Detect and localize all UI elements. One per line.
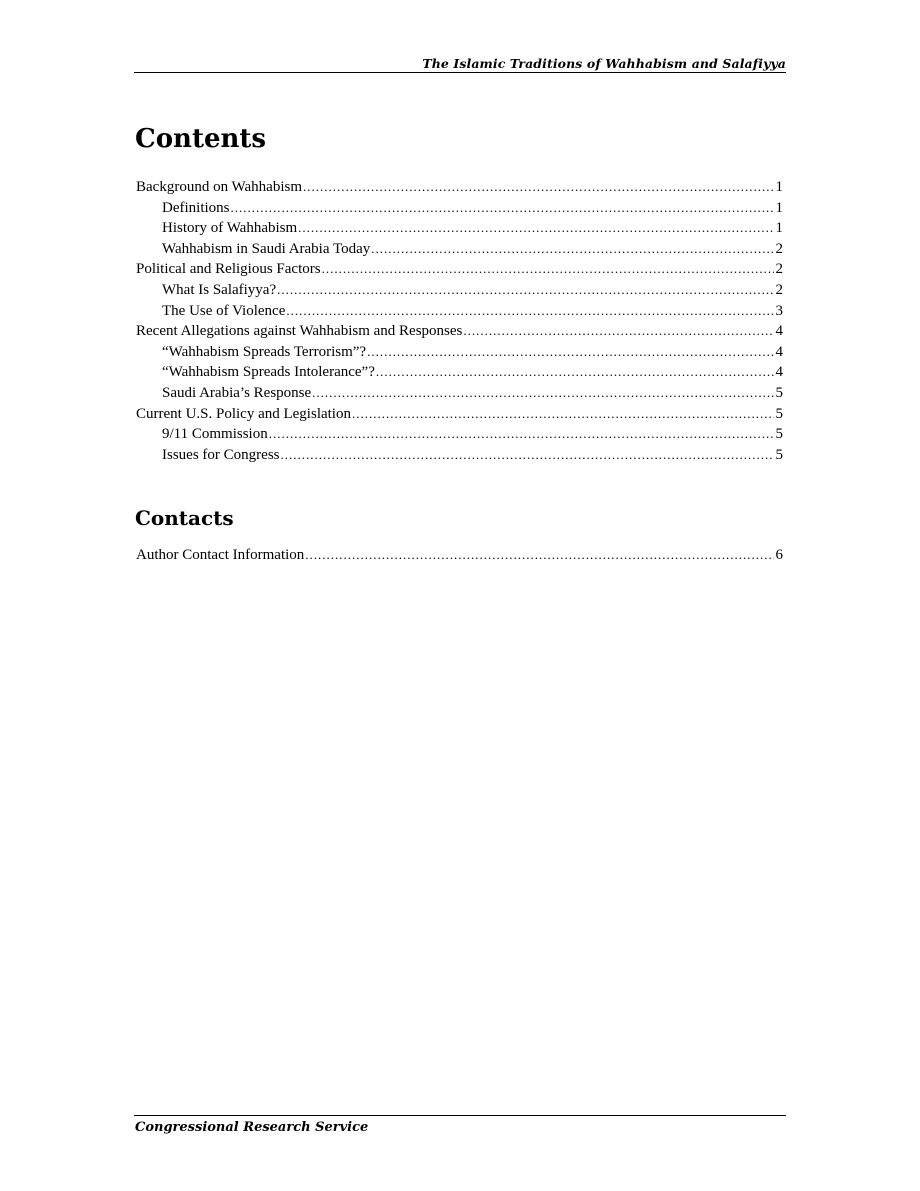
toc-leader-dots xyxy=(322,259,774,280)
toc-entry[interactable] xyxy=(136,424,783,445)
toc-entry-label: Wahhabism in Saudi Arabia Today xyxy=(162,240,371,257)
toc-leader-dots xyxy=(281,445,774,466)
toc-entry[interactable] xyxy=(136,321,783,342)
toc-entry[interactable] xyxy=(136,301,783,322)
toc-entry[interactable] xyxy=(136,362,783,383)
contacts-list xyxy=(136,545,783,566)
toc-entry-page: 5 xyxy=(775,384,783,401)
toc-entry-page: 4 xyxy=(775,364,783,381)
table-of-contents xyxy=(136,177,783,465)
toc-entry[interactable] xyxy=(136,198,783,219)
toc-entry[interactable] xyxy=(136,383,783,404)
toc-entry[interactable] xyxy=(136,404,783,425)
toc-entry[interactable] xyxy=(136,239,783,260)
toc-entry-label: 9/11 Commission xyxy=(162,426,268,443)
toc-leader-dots xyxy=(269,424,774,445)
header-rule xyxy=(134,72,786,73)
toc-entry-label: Political and Religious Factors xyxy=(136,261,321,278)
toc-entry[interactable] xyxy=(136,218,783,239)
toc-entry[interactable] xyxy=(136,280,783,301)
running-footer: Congressional Research Service xyxy=(135,1120,369,1135)
toc-entry-label: Issues for Congress xyxy=(162,446,280,463)
toc-leader-dots xyxy=(312,383,773,404)
toc-entry[interactable] xyxy=(136,445,783,466)
toc-leader-dots xyxy=(286,301,773,322)
toc-leader-dots xyxy=(367,342,773,363)
toc-leader-dots xyxy=(298,218,773,239)
toc-entry[interactable] xyxy=(136,545,783,566)
toc-entry-page: 2 xyxy=(775,261,783,278)
toc-entry-page: 5 xyxy=(775,405,783,422)
toc-leader-dots xyxy=(352,404,774,425)
toc-entry-page: 1 xyxy=(775,199,783,216)
toc-leader-dots xyxy=(277,280,773,301)
contents-heading: Contents xyxy=(135,124,267,154)
toc-entry-page: 1 xyxy=(775,220,783,237)
toc-entry-label: “Wahhabism Spreads Terrorism”? xyxy=(162,343,367,360)
toc-entry-page: 3 xyxy=(775,302,783,319)
toc-entry-label: What Is Salafiyya? xyxy=(162,281,277,298)
toc-entry-label: Recent Allegations against Wahhabism and Responses xyxy=(136,323,463,340)
toc-entry-label: The Use of Violence xyxy=(162,302,286,319)
toc-leader-dots xyxy=(303,177,774,198)
toc-entry-label: Saudi Arabia’s Response xyxy=(162,384,312,401)
toc-entry-page: 5 xyxy=(775,446,783,463)
toc-entry-label: Background on Wahhabism xyxy=(136,179,302,195)
toc-entry-label: Author Contact Information xyxy=(136,547,305,563)
toc-entry-page: 4 xyxy=(775,323,783,340)
toc-entry-page: 1 xyxy=(775,179,783,195)
toc-entry[interactable] xyxy=(136,177,783,198)
toc-leader-dots xyxy=(371,239,773,260)
toc-leader-dots xyxy=(305,545,773,566)
toc-entry-page: 5 xyxy=(775,426,783,443)
toc-leader-dots xyxy=(231,198,774,219)
toc-entry-label: Current U.S. Policy and Legislation xyxy=(136,405,351,422)
toc-entry-page: 2 xyxy=(775,281,783,298)
toc-entry-label: History of Wahhabism xyxy=(162,220,298,237)
toc-entry-page: 2 xyxy=(775,240,783,257)
toc-leader-dots xyxy=(463,321,773,342)
running-header: The Islamic Traditions of Wahhabism and Salafiyya xyxy=(422,56,786,71)
contacts-heading: Contacts xyxy=(135,506,234,530)
toc-entry[interactable] xyxy=(136,259,783,280)
toc-entry-page: 6 xyxy=(775,547,783,563)
toc-leader-dots xyxy=(376,362,774,383)
toc-entry[interactable] xyxy=(136,342,783,363)
toc-entry-page: 4 xyxy=(775,343,783,360)
toc-entry-label: Definitions xyxy=(162,199,230,216)
toc-entry-label: “Wahhabism Spreads Intolerance”? xyxy=(162,364,375,381)
footer-rule xyxy=(134,1115,786,1116)
